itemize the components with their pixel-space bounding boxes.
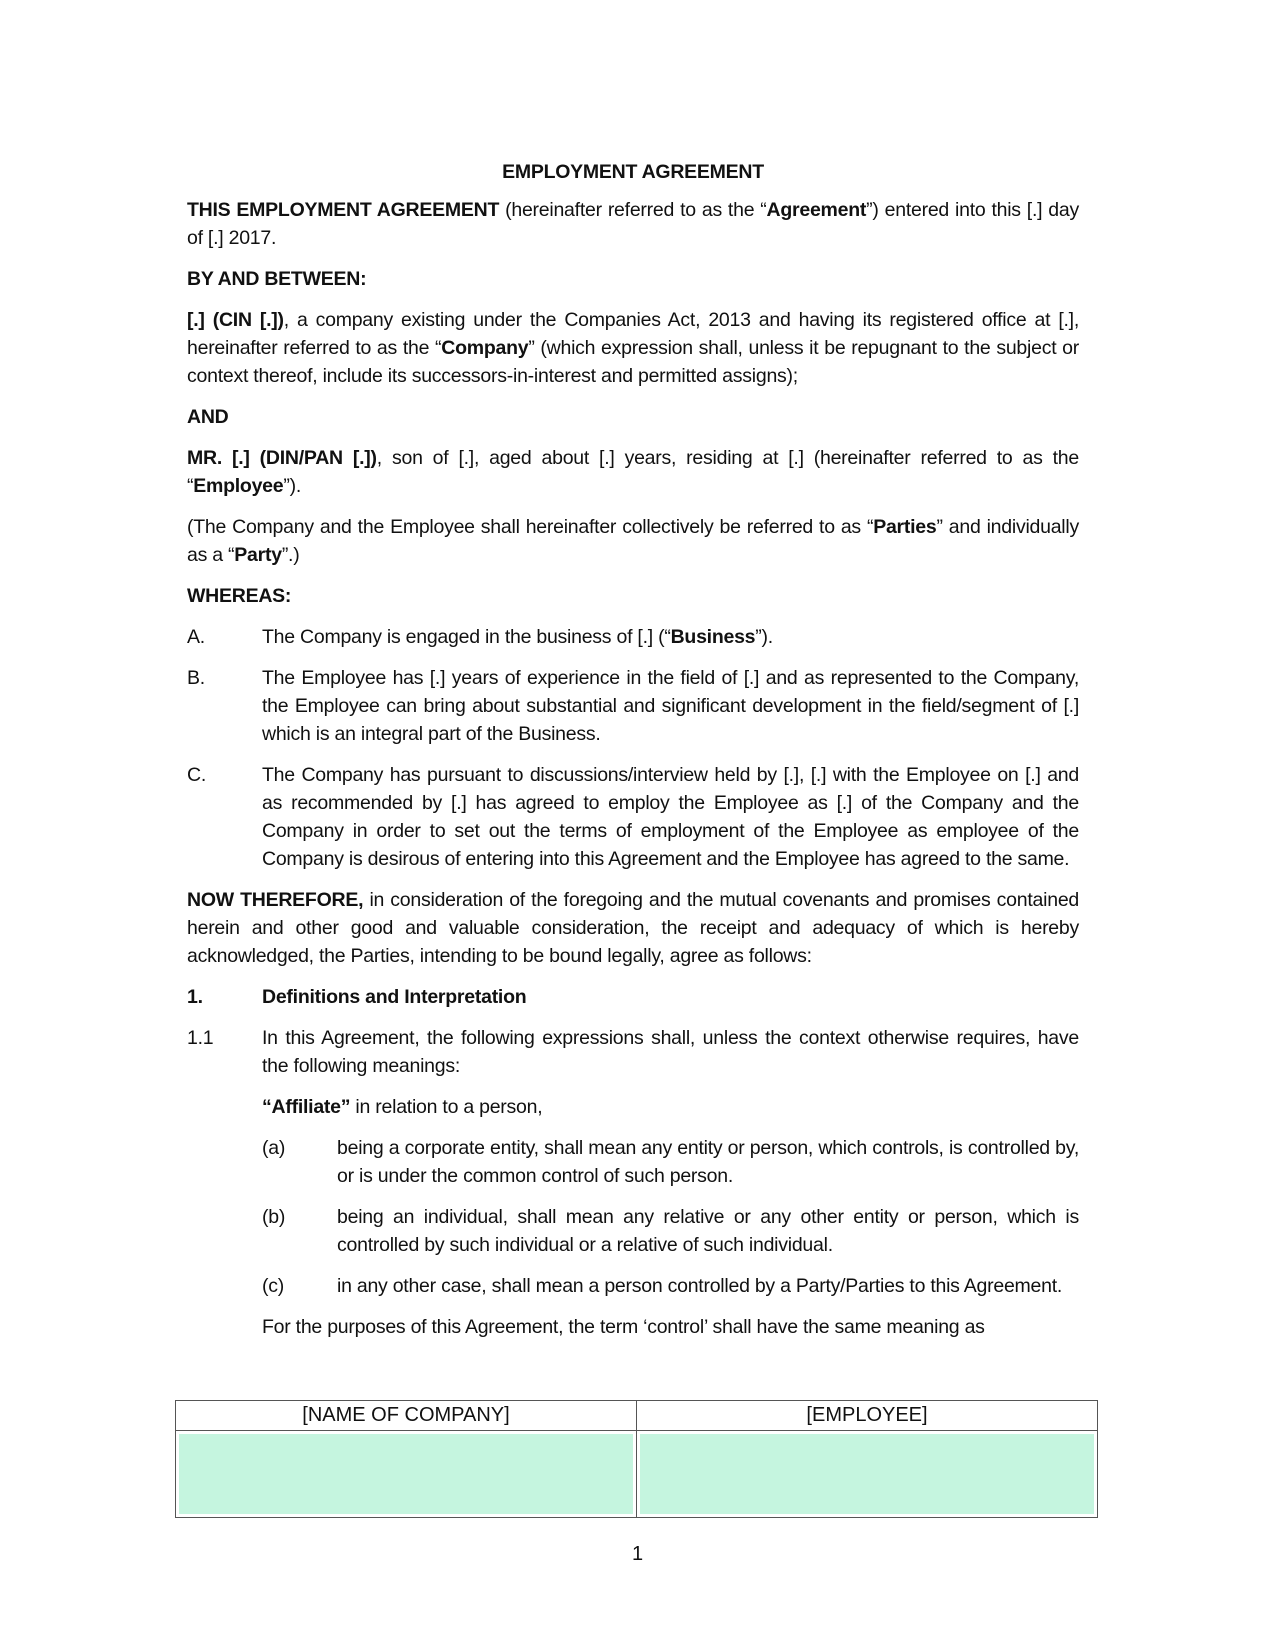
employee-signatory-header: [EMPLOYEE] [637,1401,1098,1431]
affiliate-sub-b [262,1203,1079,1259]
employee-lead: MR. [.] (DIN/PAN [.]) [187,447,377,469]
now-therefore-lead: NOW THEREFORE, [187,889,364,911]
intro-term: Agreement [766,199,867,221]
sub-a-text: being a corporate entity, shall mean any entity or person, which controls, is controlled by, or is under the common control of such person. [337,1137,1079,1187]
parties-text-1: (The Company and the Employee shall hereinafter collectively be referred to as “ [187,516,874,538]
affiliate-sub-a [262,1134,1079,1190]
sub-b-text: being an individual, shall mean any relative or any other entity or person, which is controlled by such individual or a relative of such individual. [337,1206,1079,1256]
company-text-1: , a company existing under the Companies Act, 2013 and having its registered office at [.], hereinafter referred to as the “ [187,309,1079,359]
company-paragraph [187,306,1079,390]
clause-1-1-number: 1.1 [187,1027,214,1049]
sub-b-number: (b) [262,1206,286,1228]
company-signature-cell [176,1431,637,1518]
employee-paragraph [187,444,1079,500]
intro-lead: THIS EMPLOYMENT AGREEMENT [187,199,500,221]
parties-term: Parties [873,516,937,538]
employee-text-2: ”). [283,475,302,497]
recital-c [187,761,1079,873]
signature-table [175,1400,1098,1518]
sub-c-text: in any other case, shall mean a person controlled by a Party/Parties to this Agreement. [337,1275,1063,1297]
parties-paragraph [187,513,1079,569]
recital-c-text: The Company has pursuant to discussions/interview held by [.], [.] with the Employee on [.] and as recommended by [.] has agreed to employ the Employee as [.] of the Company and the Company in order to set out the terms of employment of the Employee as employee of the Company is desirous of entering into this Agreement and the Employee has agreed to the same. [262,764,1079,870]
signature-row [176,1431,1098,1518]
section-1-title: Definitions and Interpretation [262,986,527,1008]
employee-term: Employee [193,475,284,497]
sub-a-number: (a) [262,1137,286,1159]
affiliate-sub-c [262,1272,1079,1300]
parties-text-2: ” and individually as a “ [187,516,1079,566]
by-and-between-heading: BY AND BETWEEN: [187,268,367,290]
whereas-heading: WHEREAS: [187,585,292,607]
intro-paragraph [187,196,1079,252]
affiliate-definition [262,1093,1079,1121]
document-body [187,158,1079,1341]
signature-header-row [176,1401,1098,1431]
recital-b-number: B. [187,667,205,689]
recital-b-text: The Employee has [.] years of experience in the field of [.] and as represented to the Company, the Employee can bring about substantial and significant development in the field/segment of [.] which is an integral part of the Business. [262,667,1079,745]
affiliate-text: in relation to a person, [350,1096,543,1118]
company-term: Company [441,337,529,359]
clause-1-1 [187,1024,1079,1080]
now-therefore-text: in consideration of the foregoing and the mutual covenants and promises contained herein and other good and valuable consideration, the receipt and adequacy of which is hereby acknowledged, the Parties, intending to be bound legally, agree as follows: [187,889,1080,967]
recital-b [187,664,1079,748]
and-heading: AND [187,406,229,428]
recital-a-text-2: ”). [755,626,773,648]
parties-text-3: ”.) [281,544,300,566]
recital-a-text-1: The Company is engaged in the business of [.] (“ [262,626,671,648]
document-title: EMPLOYMENT AGREEMENT [502,161,764,183]
company-signatory-header: [NAME OF COMPANY] [176,1401,637,1431]
recital-a-number: A. [187,626,205,648]
now-therefore-paragraph [187,886,1079,970]
sub-c-number: (c) [262,1275,284,1297]
business-term: Business [670,626,756,648]
recital-a [187,623,1079,651]
section-1-heading [187,983,1079,1011]
recital-a-text [262,623,1079,651]
party-term: Party [234,544,282,566]
company-text-2: ” (which expression shall, unless it be repugnant to the subject or context thereof, include its successors-in-interest and permitted assigns); [187,337,1080,387]
employee-signature-field[interactable] [640,1434,1094,1514]
recital-c-number: C. [187,764,206,786]
intro-text-2: ”) entered into this [.] day of [.] 2017. [187,199,1079,249]
control-paragraph: For the purposes of this Agreement, the term ‘control’ shall have the same meaning as [262,1316,985,1338]
employee-signature-cell [637,1431,1098,1518]
company-signature-field[interactable] [179,1434,633,1514]
clause-1-1-text: In this Agreement, the following expressions shall, unless the context otherwise requires, have the following meanings: [262,1027,1079,1077]
page-number: 1 [631,1543,644,1565]
employee-text-1: , son of [.], aged about [.] years, residing at [.] (hereinafter referred to as the “ [187,447,1079,497]
affiliate-term: “Affiliate” [262,1096,351,1118]
intro-text-1: (hereinafter referred to as the “ [499,199,767,221]
company-lead: [.] (CIN [.]) [187,309,284,331]
section-1-number: 1. [187,986,203,1008]
